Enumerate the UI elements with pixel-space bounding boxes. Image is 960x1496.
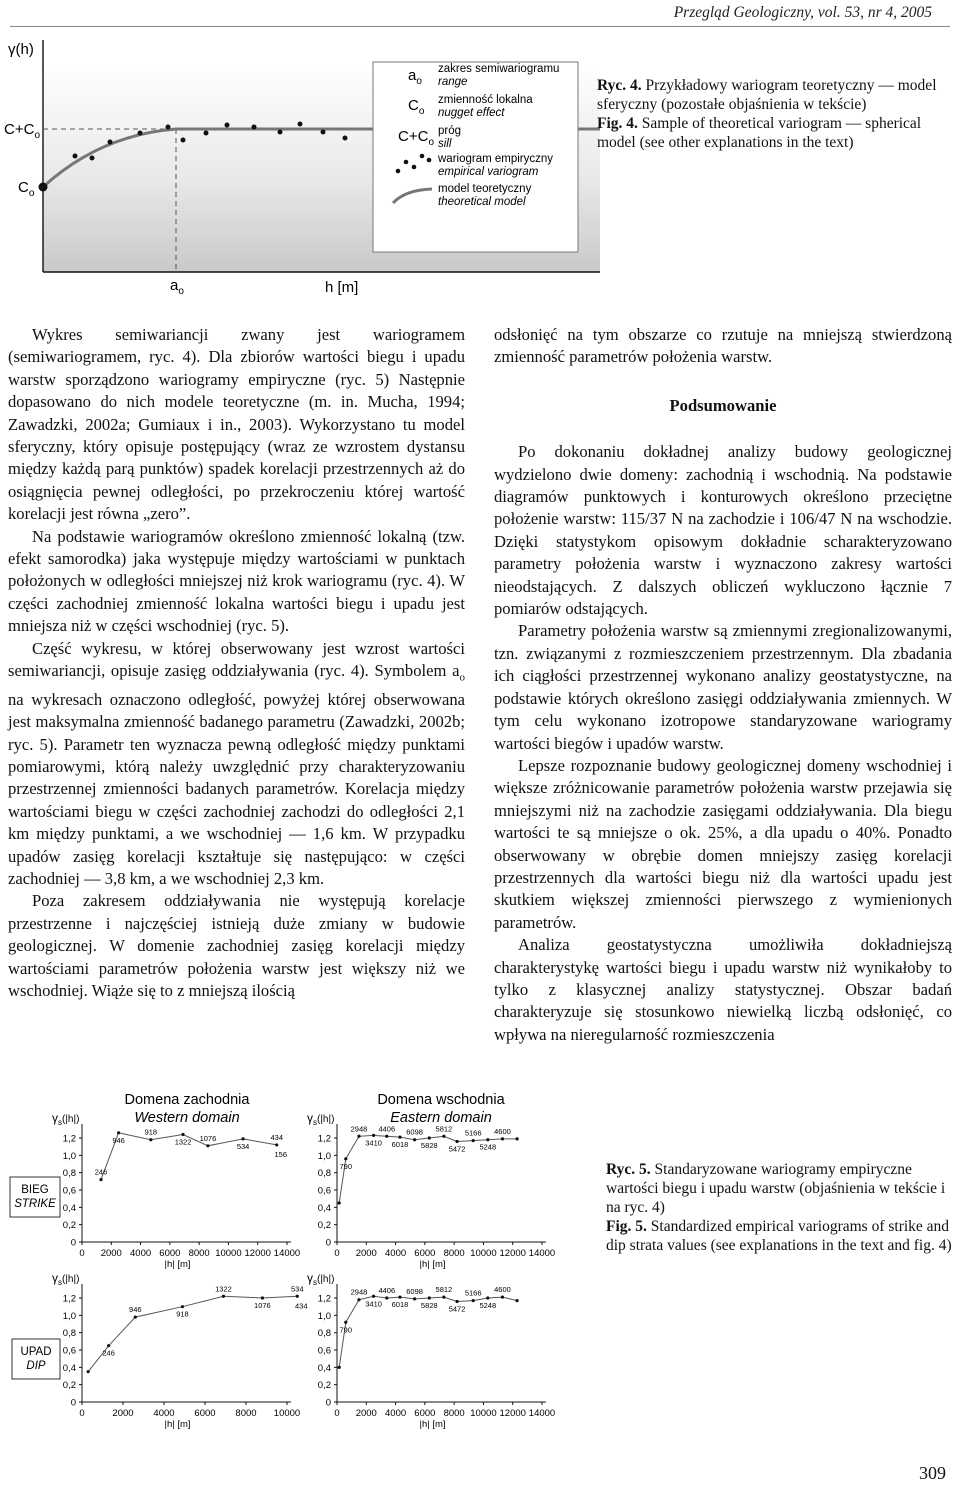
fig5-east-title-pl: Domena wschodnia: [377, 1092, 505, 1108]
data-point: [372, 1134, 375, 1137]
y-tick-label: 0,4: [62, 1202, 76, 1214]
data-point: [222, 1295, 225, 1298]
data-point: [516, 1137, 519, 1140]
x-axis-label: |h| [m]: [164, 1259, 191, 1270]
point-label: 5812: [435, 1124, 453, 1134]
data-point: [398, 1136, 401, 1139]
point-label: 4600: [494, 1126, 511, 1136]
left-p3-b: na wykresach oznaczono odległość, powyżej której obserwowana jest maksymalna zmienność badanego parametru (Zawadzki, 2002b; ryc. 5). Parametr ten wyznacza pewną odległość między punktami pomiarowymi, którą należy uwzględnić przy charakteryzowaniu przestrzennej zmienności badanych parametrów. Korelacja między wartościami biegu w części zachodniej zachodzi do odległości 2,1 km między punktami, a we wschodniej — 1,6 km. W przypadku upadów zasięg korelacji kształtuje się następująco: w części zachodniej — 3,8 km, a we wschodniej 2,3 km.: [8, 689, 465, 889]
point-label: 5248: [479, 1301, 497, 1310]
point-label: 1076: [199, 1133, 217, 1143]
data-point: [206, 1144, 209, 1147]
y-tick-label: 0,4: [317, 1362, 331, 1374]
data-point: [501, 1137, 504, 1140]
data-point: [385, 1296, 388, 1299]
point-label: 5812: [435, 1285, 453, 1295]
fig5-variograms: [0, 1082, 600, 1462]
fig5-row-dip-box: [12, 1339, 60, 1379]
fig4-point: [166, 125, 171, 130]
data-point: [357, 1298, 360, 1301]
x-tick-label: 2000: [100, 1248, 122, 1259]
data-point: [516, 1299, 519, 1302]
point-label: 5828: [420, 1141, 438, 1150]
fig5-row-dip-en: DIP: [26, 1360, 46, 1372]
point-label: 4406: [378, 1124, 396, 1134]
legend-cc0-en: sill: [438, 138, 452, 150]
legend-a0-en: range: [438, 76, 468, 88]
fig4-caption-en: [597, 114, 949, 152]
point-label: 2948: [350, 1124, 368, 1134]
legend-dot: [404, 160, 409, 165]
x-tick-label: 14000: [273, 1248, 301, 1259]
y-tick-label: 0,2: [62, 1220, 76, 1232]
x-tick-label: 10000: [215, 1248, 242, 1259]
point-label: 790: [339, 1325, 353, 1335]
right-paragraph-3: Lepsze rozpoznanie budowy geologicznej domeny wschodniej i większe zróżnicowanie parametrów położenia warstw przejawia się mniejszymi niż na zachodzie zasięgami oddziaływania. Dla biegu wartości te są mniejsze o ok. 25%, a dla upadu o 40%. Ponadto obserwowany w obrębie domen mniejszy zasięg korelacji przestrzennych dla wartości biegu niż dla wartości upadu jest skutkiem większej zmienności pierwszego z wymienionych parametrów.: [494, 755, 952, 932]
fig4-point: [204, 131, 209, 136]
point-label: 5248: [479, 1142, 497, 1152]
point-label: 534: [236, 1141, 250, 1151]
fig5-west-title-en: Western domain: [134, 1110, 240, 1126]
y-axis-label: $\gamma_s^{(|h|)}$: [307, 1111, 335, 1127]
fig4-caption-en-label: Fig. 4.: [597, 115, 638, 132]
fig5-caption-en-text: Standardized empirical variograms of strike and dip strata values (see explanations in the text and fig. 4): [606, 1218, 952, 1254]
point-label: 3410: [365, 1138, 382, 1148]
point-label: 534: [290, 1284, 304, 1294]
legend-sym-cc0: $C+C_o$: [398, 128, 434, 148]
point-label: 946: [129, 1305, 142, 1315]
point-label: 4600: [494, 1285, 511, 1295]
x-tick-label: 10000: [273, 1408, 301, 1419]
data-point: [134, 1315, 137, 1318]
data-point: [385, 1135, 388, 1138]
x-tick-label: 2000: [355, 1408, 377, 1419]
point-label: 6018: [391, 1140, 409, 1150]
data-point: [372, 1295, 375, 1298]
left-paragraph-4: Poza zakresem oddziaływania nie występują korelacje przestrzenne i najczęściej istnieją duże zmiany w budowie geologicznej. W domenie zachodniej zasięg korelacji między wartościami parametrów położenia warstw jest większy niż we wschodniej. Wiąże się to z mniejszą ilością: [8, 891, 465, 1001]
data-point: [149, 1138, 152, 1141]
data-point: [344, 1157, 347, 1160]
y-tick-label: 0,8: [317, 1168, 331, 1180]
data-point: [413, 1138, 416, 1141]
right-paragraph-0: odsłonięć na tym obszarze co rzutuje na mniejszą stwierdzoną zmienność parametrów położenia warstw.: [494, 325, 952, 367]
data-point: [455, 1300, 458, 1303]
fig5-caption-pl-text: Standaryzowane wariogramy empiryczne wartości biegu i upadu warstw (objaśnienia w tekście i na ryc. 4): [606, 1161, 946, 1216]
data-point: [87, 1370, 90, 1373]
fig5-east-title-en: Eastern domain: [390, 1110, 492, 1126]
fig5-row-strike-en: STRIKE: [14, 1198, 56, 1210]
fig5-caption-pl-label: Ryc. 5.: [606, 1161, 651, 1178]
point-label: 5166: [464, 1288, 482, 1298]
y-tick-label: 0: [70, 1237, 76, 1249]
data-point: [261, 1296, 264, 1299]
y-tick-label: 0: [325, 1397, 331, 1409]
point-label: 6098: [406, 1127, 423, 1137]
data-point: [413, 1297, 416, 1300]
legend-dot: [412, 165, 417, 170]
y-axis-label: $\gamma_s^{(|h|)}$: [307, 1271, 335, 1287]
legend-c0-en: nugget effect: [438, 107, 505, 119]
journal-header: Przegląd Geologiczny, vol. 53, nr 4, 2005: [673, 4, 932, 21]
x-tick-label: 4000: [385, 1248, 407, 1259]
y-tick-label: 1,2: [317, 1133, 331, 1145]
fig4-caption: [597, 76, 949, 152]
fig4-tick-nugget: $C_o$: [18, 179, 35, 199]
x-axis-label: |h| [m]: [164, 1419, 191, 1430]
x-tick-label: 4000: [385, 1408, 407, 1419]
data-point: [428, 1296, 431, 1299]
header-rule: [10, 26, 950, 27]
legend-model-pl: model teoretyczny: [438, 183, 532, 195]
point-label: 1322: [215, 1284, 232, 1294]
fig4-caption-pl-text: Przykładowy wariogram teoretyczny — model sferyczny (pozostałe objaśnienia w tekście): [597, 77, 937, 113]
data-point: [117, 1131, 120, 1134]
legend-c0-pl: zmienność lokalna: [438, 94, 533, 106]
fig5-caption-en-label: Fig. 5.: [606, 1218, 647, 1235]
data-point: [398, 1296, 401, 1299]
fig4-variogram: [0, 40, 600, 300]
x-tick-label: 2000: [112, 1408, 134, 1419]
point-label: 5472: [448, 1144, 466, 1154]
x-tick-label: 14000: [528, 1248, 556, 1259]
variogram-dip-west: [52, 1271, 308, 1430]
x-tick-label: 10000: [470, 1248, 497, 1259]
fig4-x-label-h: h [m]: [325, 279, 359, 296]
fig5-caption: [606, 1160, 956, 1255]
x-tick-label: 12000: [499, 1248, 526, 1259]
y-tick-label: 0,6: [317, 1185, 331, 1197]
y-tick-label: 0,2: [62, 1380, 76, 1392]
point-label: 5166: [464, 1128, 482, 1138]
point-label: 946: [112, 1135, 125, 1145]
section-heading: Podsumowanie: [669, 395, 777, 415]
x-tick-label: 12000: [499, 1408, 526, 1419]
point-label: 3410: [365, 1299, 382, 1309]
point-label: 4406: [378, 1286, 396, 1295]
point-label: 918: [144, 1127, 158, 1137]
data-point: [338, 1366, 341, 1369]
right-paragraph-1: Po dokonaniu dokładnej analizy budowy geologicznej wydzielono dwie domeny: zachodnią i wschodnią. Na podstawie diagramów punktowych i konturowych określono przeciętne położenie warstw: 115/37 N na zachodzie i 106/47 N na wschodzie. Dzięki statystykom opisowym dokładnie scharakteryzowano parametry położenia warstw i wyznaczono zakresy wartości nieodstających. Z dalszych obliczeń wykluczono łącznie 7 pomiarów odstających.: [494, 442, 952, 619]
fig5-caption-en: [606, 1217, 956, 1255]
x-tick-label: 4000: [130, 1248, 152, 1259]
data-point: [472, 1299, 475, 1302]
y-tick-label: 0,8: [62, 1168, 76, 1180]
legend-cc0-pl: próg: [438, 125, 462, 137]
legend-dot: [420, 154, 425, 159]
fig4-tick-sill: $C+C_o$: [4, 121, 40, 141]
data-point: [357, 1135, 360, 1138]
legend-dot: [427, 158, 432, 163]
left-column: [8, 324, 465, 1003]
x-axis-label: |h| [m]: [419, 1259, 446, 1270]
point-label: 5828: [420, 1301, 438, 1310]
point-label: 156: [274, 1149, 288, 1159]
x-tick-label: 8000: [235, 1408, 257, 1419]
data-point: [275, 1143, 278, 1146]
left-paragraph-1: Wykres semiwariancji zwany jest wariogramem (semiwariogramem, ryc. 4). Dla zbiorów wartości biegu i upadu warstw sporządzono wariogramy empiryczne (ryc. 5) Następnie dopasowano do nich modele teoretyczne (m. in. Mucha, 1994; Zawadzki, 2002a; Gumiaux i in., 2003). Wykorzystano tu model sferyczny, który opisuje postępujący (wraz ze wzrostem dystansu między każdą parą punktów) spadek korelacji przestrzennych aż do osiągnięcia pewnej odległości, po przekroczeniu której wartość korelacji jest równa „zero”.: [8, 325, 465, 524]
right-paragraph-4: Analiza geostatystyczna umożliwiła dokładniejszą charakterystykę wartości biegu i upadu warstw niż wynikałoby to tylko z klasycznej analizy statystycznej. Obszar badań charakteryzuje się stosunkowo niewielką liczbą odsłonięć, co wpływa na nieregularność rozmieszczenia: [494, 935, 952, 1044]
left-p3-sub: o: [459, 671, 465, 684]
x-tick-label: 8000: [443, 1408, 465, 1419]
legend-dot: [396, 169, 401, 174]
fig4-y-label: γ(h): [8, 41, 34, 58]
left-paragraph-2: Na podstawie wariogramów określono zmienność lokalną (tzw. efekt samorodka) jaka występuje między wartościami w punktach położonych w odległości mniejszej niż krok wariogramu (ryc. 4). W części zachodniej zmienność lokalna wartości biegu i upadu jest mniejsza niż w części wschodniej (ryc. 5).: [8, 526, 465, 636]
x-tick-label: 4000: [153, 1408, 175, 1419]
left-p3-a: Część wykresu, w której obserwowany jest wzrost wartości semiwariancji, opisuje zasięg oddziaływania (ryc. 4). Symbolem a: [8, 638, 465, 681]
y-tick-label: 0,2: [317, 1380, 331, 1392]
legend-emp-en: empirical variogram: [438, 166, 539, 178]
data-point: [181, 1305, 184, 1308]
y-tick-label: 0,8: [317, 1328, 331, 1340]
point-label: 246: [94, 1167, 108, 1177]
data-point: [455, 1140, 458, 1143]
fig5-caption-pl: [606, 1160, 956, 1217]
point-label: 790: [339, 1161, 353, 1171]
right-column: [494, 324, 952, 1046]
data-point: [99, 1178, 102, 1181]
data-point: [486, 1296, 489, 1299]
data-point: [472, 1139, 475, 1142]
x-tick-label: 2000: [355, 1248, 377, 1259]
fig4-point: [343, 136, 348, 141]
variogram-strike-east: [307, 1111, 555, 1270]
x-tick-label: 0: [334, 1248, 340, 1259]
fig4-point: [90, 156, 95, 161]
point-label: 6098: [406, 1286, 423, 1296]
x-tick-label: 8000: [188, 1248, 210, 1259]
fig5-row-dip-pl: UPAD: [20, 1346, 52, 1358]
y-tick-label: 1,2: [62, 1133, 76, 1145]
data-point: [107, 1344, 110, 1347]
fig4-point: [108, 140, 113, 145]
x-tick-label: 6000: [414, 1408, 436, 1419]
y-tick-label: 0,2: [317, 1220, 331, 1232]
fig5-west-title-pl: Domena zachodnia: [124, 1092, 250, 1108]
y-tick-label: 0: [70, 1397, 76, 1409]
y-tick-label: 0,6: [62, 1185, 76, 1197]
point-label: 1076: [254, 1301, 271, 1310]
y-tick-label: 0,8: [62, 1328, 76, 1340]
data-point: [241, 1137, 244, 1140]
point-label: 6018: [391, 1300, 409, 1310]
fig4-point: [252, 125, 257, 130]
point-label: 918: [176, 1309, 189, 1319]
y-tick-label: 1,0: [317, 1150, 331, 1162]
x-tick-label: 8000: [443, 1248, 465, 1259]
point-label: 2948: [350, 1287, 368, 1297]
x-tick-label: 10000: [470, 1408, 497, 1419]
fig5-row-strike-box: [10, 1177, 60, 1217]
fig4-point: [321, 130, 326, 135]
x-tick-label: 6000: [414, 1248, 436, 1259]
data-point: [442, 1135, 445, 1138]
data-point: [428, 1136, 431, 1139]
fig4-point: [181, 138, 186, 143]
fig4-point: [278, 130, 283, 135]
y-tick-label: 0,6: [62, 1345, 76, 1357]
legend-a0-pl: zakres semiwariogramu: [438, 63, 560, 75]
legend-sym-c0: $C_o$: [408, 97, 425, 117]
fig4-caption-en-text: Sample of theoretical variogram — spherical model (see other explanations in the text): [597, 115, 922, 151]
x-tick-label: 6000: [159, 1248, 181, 1259]
y-tick-label: 0,6: [317, 1345, 331, 1357]
data-point: [501, 1296, 504, 1299]
legend-model-en: theoretical model: [438, 196, 526, 208]
data-point: [486, 1138, 489, 1141]
variogram-strike-west: [52, 1111, 300, 1270]
x-tick-label: 0: [79, 1248, 85, 1259]
x-tick-label: 12000: [244, 1248, 271, 1259]
point-label: 434: [294, 1301, 308, 1311]
fig5-row-strike-pl: BIEG: [21, 1184, 49, 1196]
data-point: [296, 1295, 299, 1298]
point-label: 434: [270, 1132, 284, 1142]
fig4-x-label-a0: $a_o$: [170, 277, 184, 297]
point-label: 1322: [174, 1137, 192, 1147]
fig4-point: [298, 122, 303, 127]
x-tick-label: 0: [334, 1408, 340, 1419]
y-axis-label: $\gamma_s^{(|h|)}$: [52, 1111, 80, 1127]
point-label: 246: [102, 1348, 115, 1358]
y-tick-label: 0: [325, 1237, 331, 1249]
fig4-point: [73, 154, 78, 159]
data-point: [442, 1296, 445, 1299]
y-tick-label: 1,2: [317, 1293, 331, 1305]
legend-sym-a0: $a_o$: [408, 67, 422, 87]
point-label: 5472: [448, 1304, 466, 1314]
x-tick-label: 0: [79, 1408, 85, 1419]
x-tick-label: 6000: [194, 1408, 216, 1419]
x-tick-label: 14000: [528, 1408, 556, 1419]
data-point: [338, 1201, 341, 1204]
data-point: [181, 1133, 184, 1136]
left-paragraph-3: [8, 638, 465, 891]
x-axis-label: |h| [m]: [419, 1419, 446, 1430]
right-paragraph-2: Parametry położenia warstw są zmiennymi zregionalizowanymi, tzn. związanymi z rozmieszczeniem przestrzennym. Dla zbadania ich ciągłości przestrzennej wykonano analizy geostatystyczne, na podstawie których określono zasięgi oddziaływania zmiennych. W tym celu wykonano izotropowe standaryzowane wariogramy wartości biegów i upadów warstw.: [494, 621, 952, 753]
fig4-caption-pl: [597, 76, 949, 114]
fig4-caption-pl-label: Ryc. 4.: [597, 77, 642, 94]
y-tick-label: 1,0: [62, 1310, 76, 1322]
y-tick-label: 1,0: [62, 1150, 76, 1162]
y-tick-label: 0,4: [62, 1362, 76, 1374]
y-tick-label: 1,2: [62, 1293, 76, 1305]
fig4-nugget-point: [39, 183, 48, 192]
variogram-dip-east: [307, 1271, 555, 1430]
y-tick-label: 0,4: [317, 1202, 331, 1214]
legend-emp-pl: wariogram empiryczny: [438, 153, 554, 165]
page-number: 309: [919, 1463, 946, 1483]
y-tick-label: 1,0: [317, 1310, 331, 1322]
fig4-point: [225, 123, 230, 128]
fig4-point: [138, 131, 143, 136]
y-axis-label: $\gamma_s^{(|h|)}$: [52, 1271, 80, 1287]
data-point: [344, 1321, 347, 1324]
